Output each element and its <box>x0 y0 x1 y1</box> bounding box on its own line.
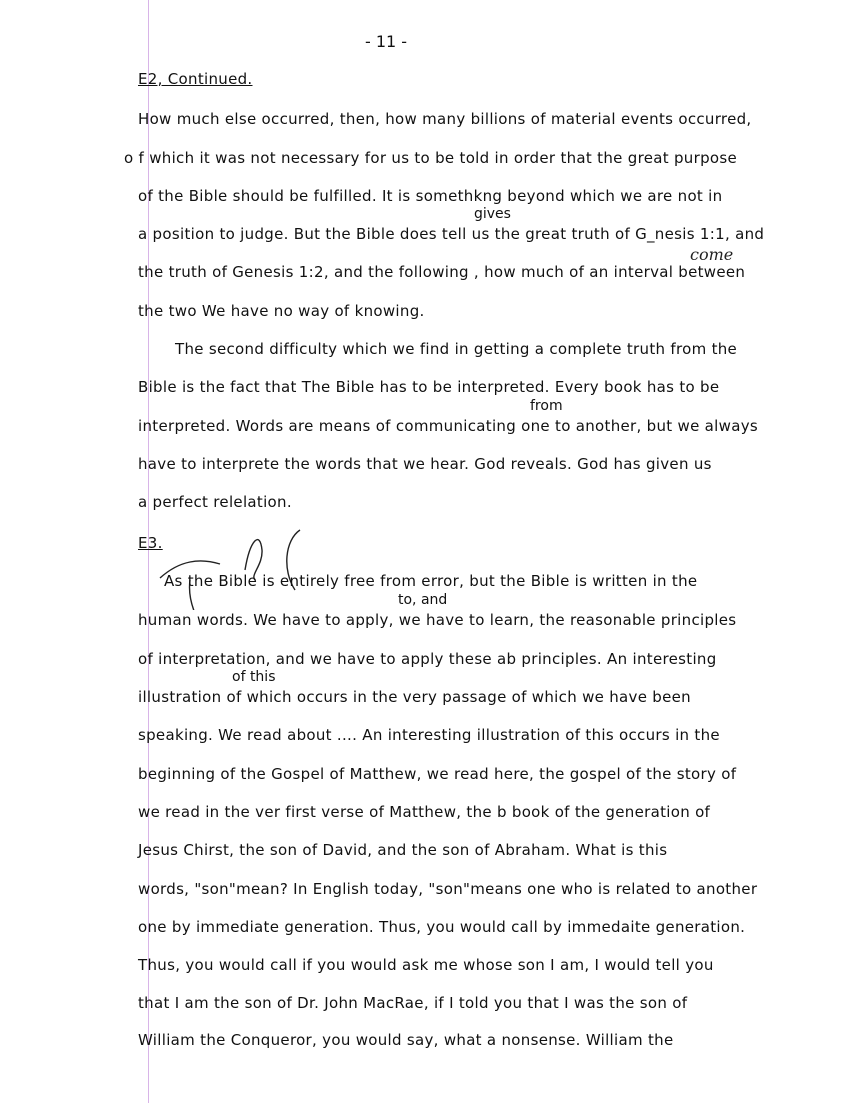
text-line: one by immediate generation. Thus, you would call by immedaite generation. <box>138 918 746 936</box>
interlinear-insert: gives <box>474 206 511 222</box>
interlinear-insert: to, and <box>398 592 448 608</box>
text-line: interpreted. Words are means of communicating one to another, but we always <box>138 417 758 435</box>
section-heading-e2: E2, Continued. <box>138 70 253 88</box>
text-line: the two We have no way of knowing. <box>138 302 425 320</box>
text-line: Bible is the fact that The Bible has to be interpreted. Every book has to be <box>138 378 720 396</box>
text-line: As the Bible is entirely free from error, but the Bible is written in the <box>164 572 698 590</box>
section-heading-e3: E3. <box>138 534 163 552</box>
text-line: that I am the son of Dr. John MacRae, if I told you that I was the son of <box>138 994 688 1012</box>
text-line: the truth of Genesis 1:2, and the following , how much of an interval between <box>138 263 746 281</box>
text-line: Jesus Chirst, the son of David, and the son of Abraham. What is this <box>138 841 668 859</box>
text-line: How much else occurred, then, how many billions of material events occurred, <box>138 110 752 128</box>
handwritten-scribble <box>150 520 330 610</box>
interlinear-insert: from <box>530 398 563 414</box>
page-number: - 11 - <box>365 32 408 51</box>
text-line: a perfect relelation. <box>138 493 292 511</box>
text-line: words, "son"mean? In English today, "son"means one who is related to another <box>138 880 758 898</box>
text-line: human words. We have to apply, we have to learn, the reasonable principles <box>138 611 737 629</box>
text-line: beginning of the Gospel of Matthew, we read here, the gospel of the story of <box>138 765 737 783</box>
text-line: Thus, you would call if you would ask me whose son I am, I would tell you <box>138 956 714 974</box>
text-line: illustration of which occurs in the very passage of which we have been <box>138 688 691 706</box>
text-line: of interpretation, and we have to apply these ab principles. An interesting <box>138 650 717 668</box>
text-line: William the Conqueror, you would say, what a nonsense. William the <box>138 1031 674 1049</box>
handwritten-insert: come <box>690 245 734 264</box>
interlinear-insert: of this <box>232 669 276 685</box>
text-line: we read in the ver first verse of Matthew, the b book of the generation of <box>138 803 711 821</box>
text-line: The second difficulty which we find in getting a complete truth from the <box>175 340 738 358</box>
text-line: have to interprete the words that we hear. God reveals. God has given us <box>138 455 712 473</box>
text-line: speaking. We read about .... An interesting illustration of this occurs in the <box>138 726 720 744</box>
text-line: o f which it was not necessary for us to be told in order that the great purpose <box>124 149 738 167</box>
text-line: a position to judge. But the Bible does tell us the great truth of G_nesis 1:1, and <box>138 225 765 243</box>
text-line: of the Bible should be fulfilled. It is somethkng beyond which we are not in <box>138 187 723 205</box>
